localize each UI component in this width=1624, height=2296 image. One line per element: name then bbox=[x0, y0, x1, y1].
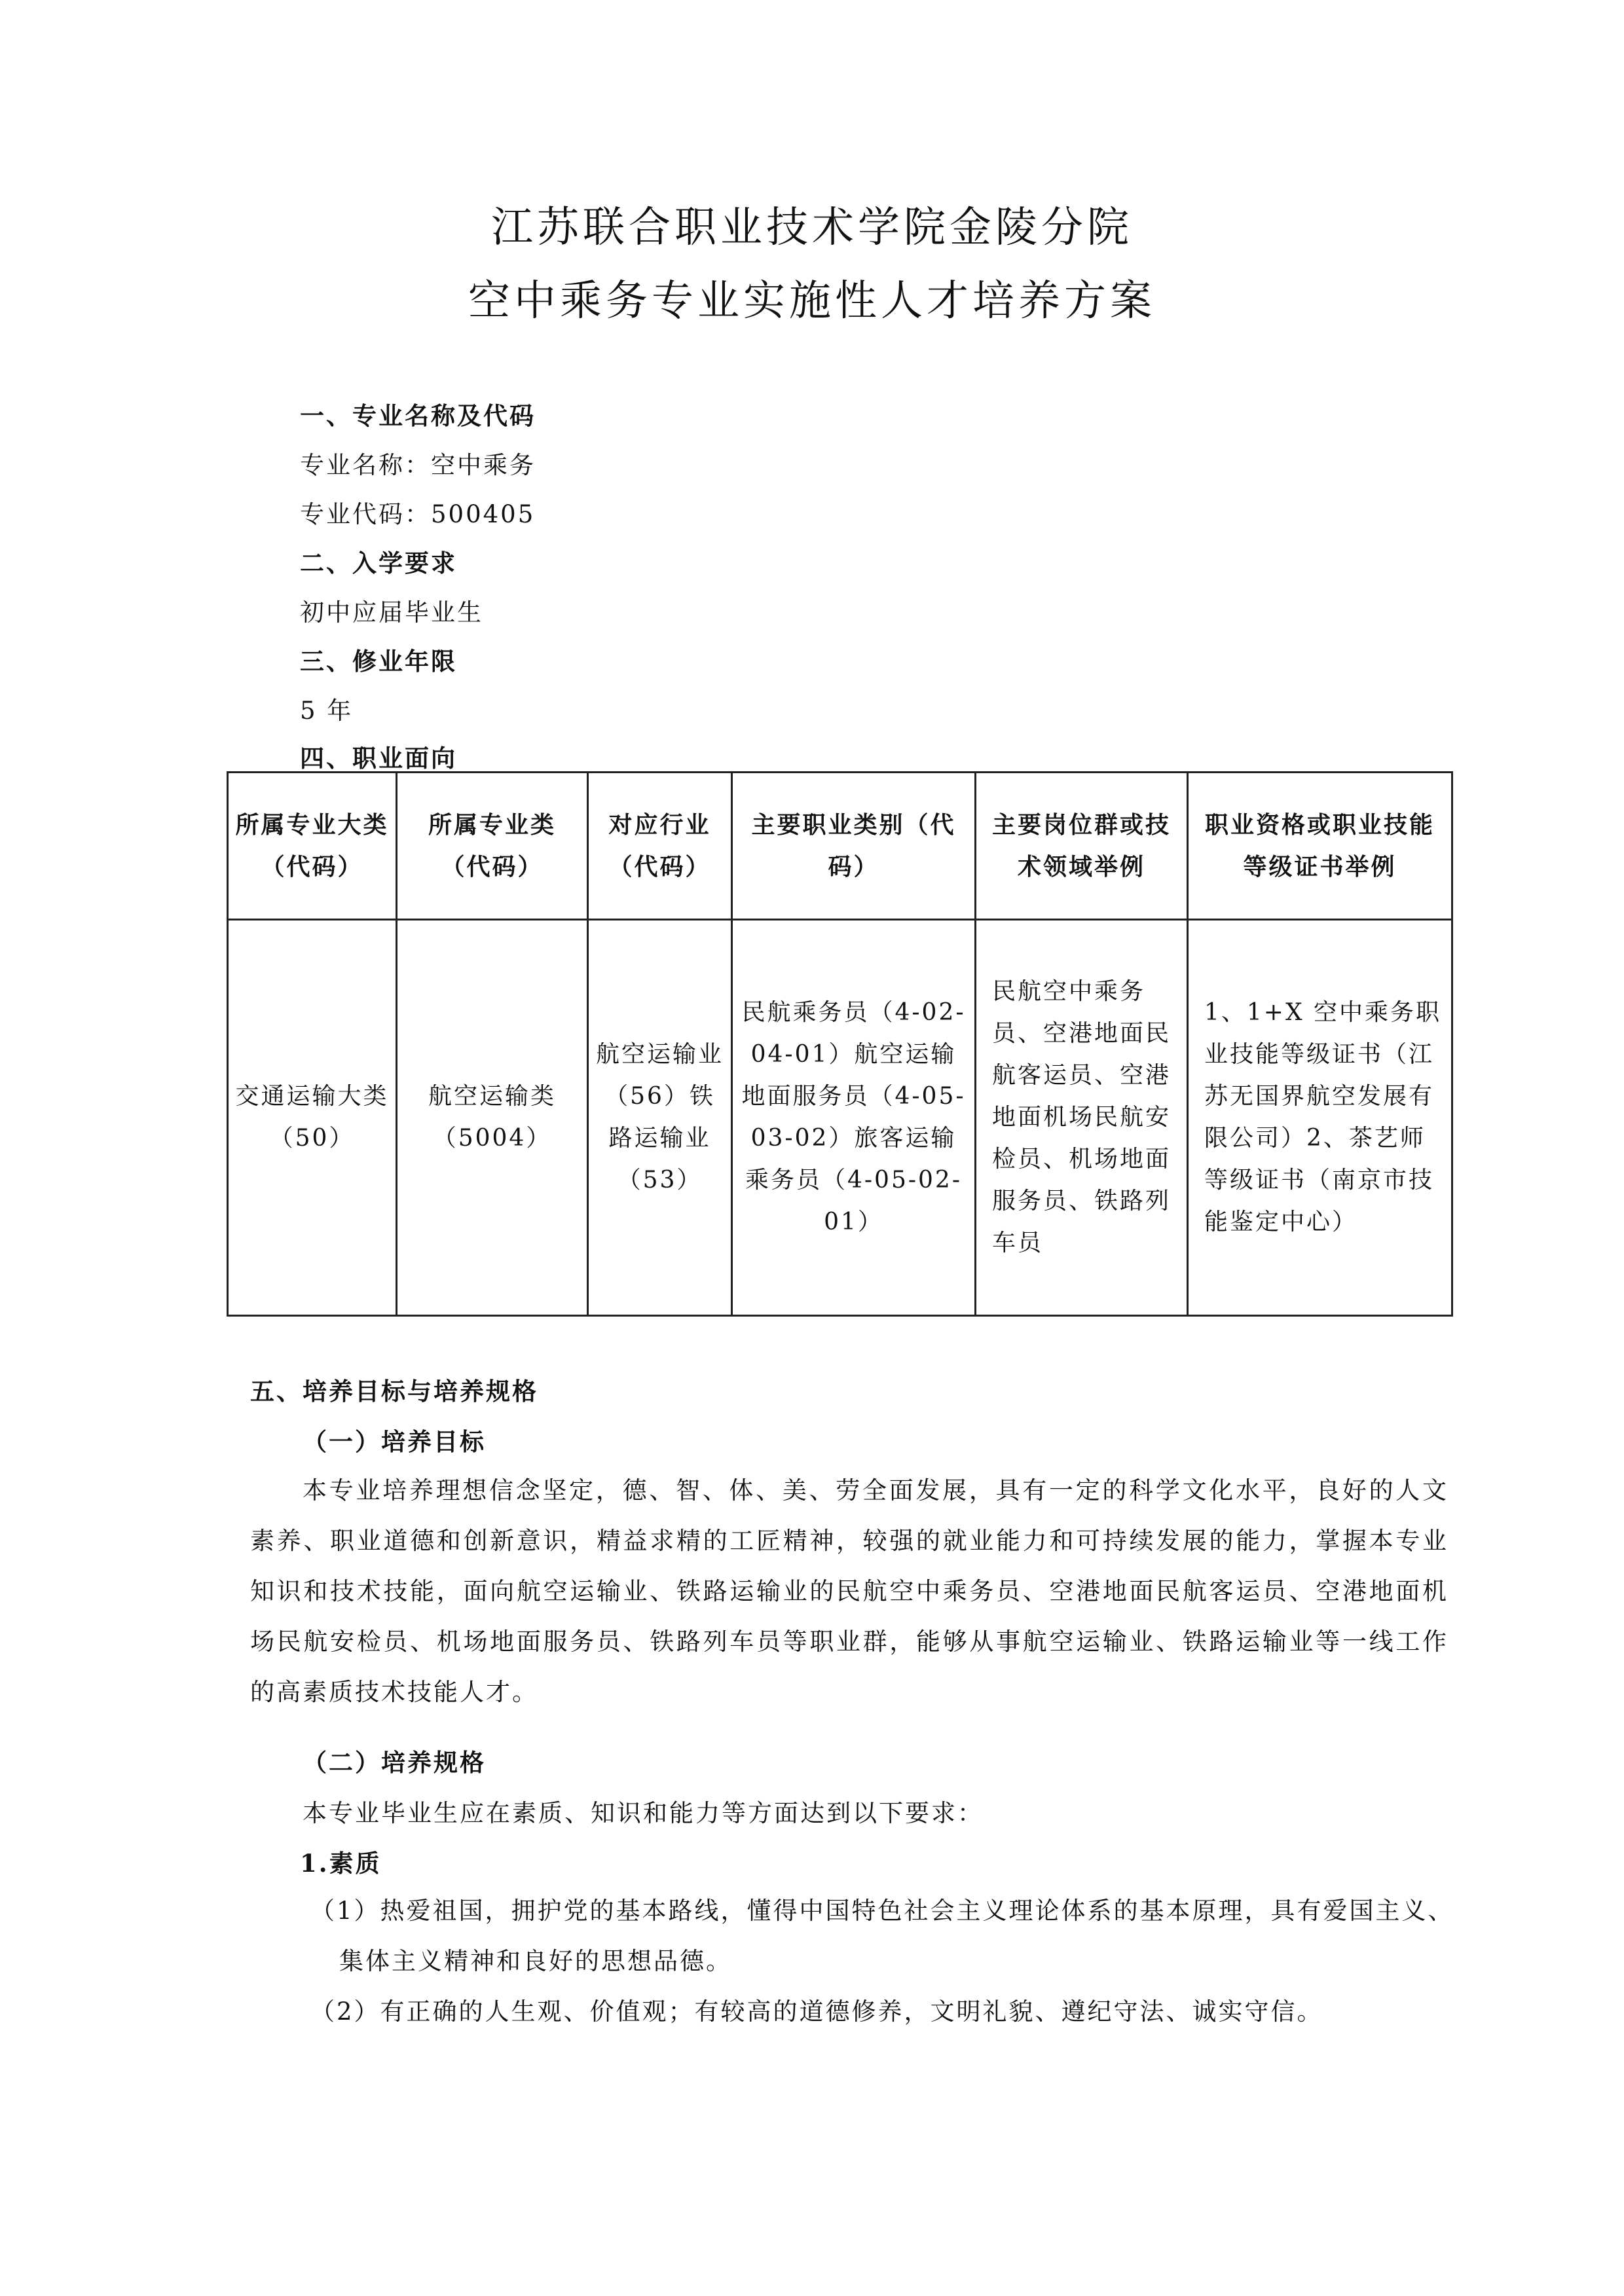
document-subtitle: 空中乘务专业实施性人才培养方案 bbox=[468, 277, 1156, 325]
major-name: 专业名称：空中乘务 bbox=[300, 451, 536, 479]
section-4-heading: 四、职业面向 bbox=[300, 744, 457, 773]
subsection-spec-heading: （二）培养规格 bbox=[303, 1748, 486, 1777]
quality-item-2: （2）有正确的人生观、价值观；有较高的道德修养，文明礼貌、遵纪守法、诚实守信。 bbox=[310, 1997, 1323, 2026]
table-cell: 民航乘务员（4-02-04-01）航空运输地面服务员（4-05-03-02）旅客运输乘务员（4-05-02-01） bbox=[732, 920, 976, 1316]
table-header: 所属专业类（代码） bbox=[397, 773, 588, 920]
section-5-heading: 五、培养目标与培养规格 bbox=[250, 1377, 538, 1406]
duration-text: 5 年 bbox=[300, 697, 354, 725]
table-header: 对应行业（代码） bbox=[588, 773, 732, 920]
table-cell: 交通运输大类（50） bbox=[228, 920, 397, 1316]
table-header: 所属专业大类（代码） bbox=[228, 773, 397, 920]
section-2-heading: 二、入学要求 bbox=[300, 549, 457, 577]
admission-text: 初中应届毕业生 bbox=[300, 598, 483, 627]
quality-item-1: （1）热爱祖国，拥护党的基本路线，懂得中国特色社会主义理论体系的基本原理，具有爱国主义、集体主义精神和良好的思想品德。 bbox=[310, 1897, 1454, 1975]
document-title: 江苏联合职业技术学院金陵分院 bbox=[491, 204, 1133, 252]
table-cell: 民航空中乘务员、空港地面民航客运员、空港地面机场民航安检员、机场地面服务员、铁路列车员 bbox=[976, 920, 1188, 1316]
section-3-heading: 三、修业年限 bbox=[300, 647, 457, 676]
table-row bbox=[228, 920, 1452, 1316]
table-cell: 航空运输业（56）铁路运输业（53） bbox=[588, 920, 732, 1316]
quality-heading: 1.素质 bbox=[300, 1849, 382, 1878]
major-code: 专业代码：500405 bbox=[300, 500, 536, 528]
table-cell: 航空运输类（5004） bbox=[397, 920, 588, 1316]
subsection-goal-heading: （一）培养目标 bbox=[303, 1427, 486, 1456]
goal-paragraph: 本专业培养理想信念坚定，德、智、体、美、劳全面发展，具有一定的科学文化水平，良好的人文素养、职业道德和创新意识，精益求精的工匠精神，较强的就业能力和可持续发展的能力，掌握本专业知识和技术技能，面向航空运输业、铁路运输业的民航空中乘务员、空港地面民航客运员、空港地面机场民航安检员、机场地面服务员、铁路列车员等职业群，能够从事航空运输业、铁路运输业等一线工作的高素质技术技能人才。 bbox=[250, 1476, 1449, 1706]
table-header-row bbox=[228, 773, 1452, 920]
table-header: 主要职业类别（代码） bbox=[732, 773, 976, 920]
table-header: 主要岗位群或技术领域举例 bbox=[976, 773, 1188, 920]
table-header: 职业资格或职业技能等级证书举例 bbox=[1188, 773, 1452, 920]
table-cell: 1、1+X 空中乘务职业技能等级证书（江苏无国界航空发展有限公司）2、茶艺师等级证书（南京市技能鉴定中心） bbox=[1188, 920, 1452, 1316]
occupation-table bbox=[227, 771, 1453, 1317]
section-1-heading: 一、专业名称及代码 bbox=[300, 401, 536, 430]
spec-intro: 本专业毕业生应在素质、知识和能力等方面达到以下要求： bbox=[303, 1799, 984, 1827]
